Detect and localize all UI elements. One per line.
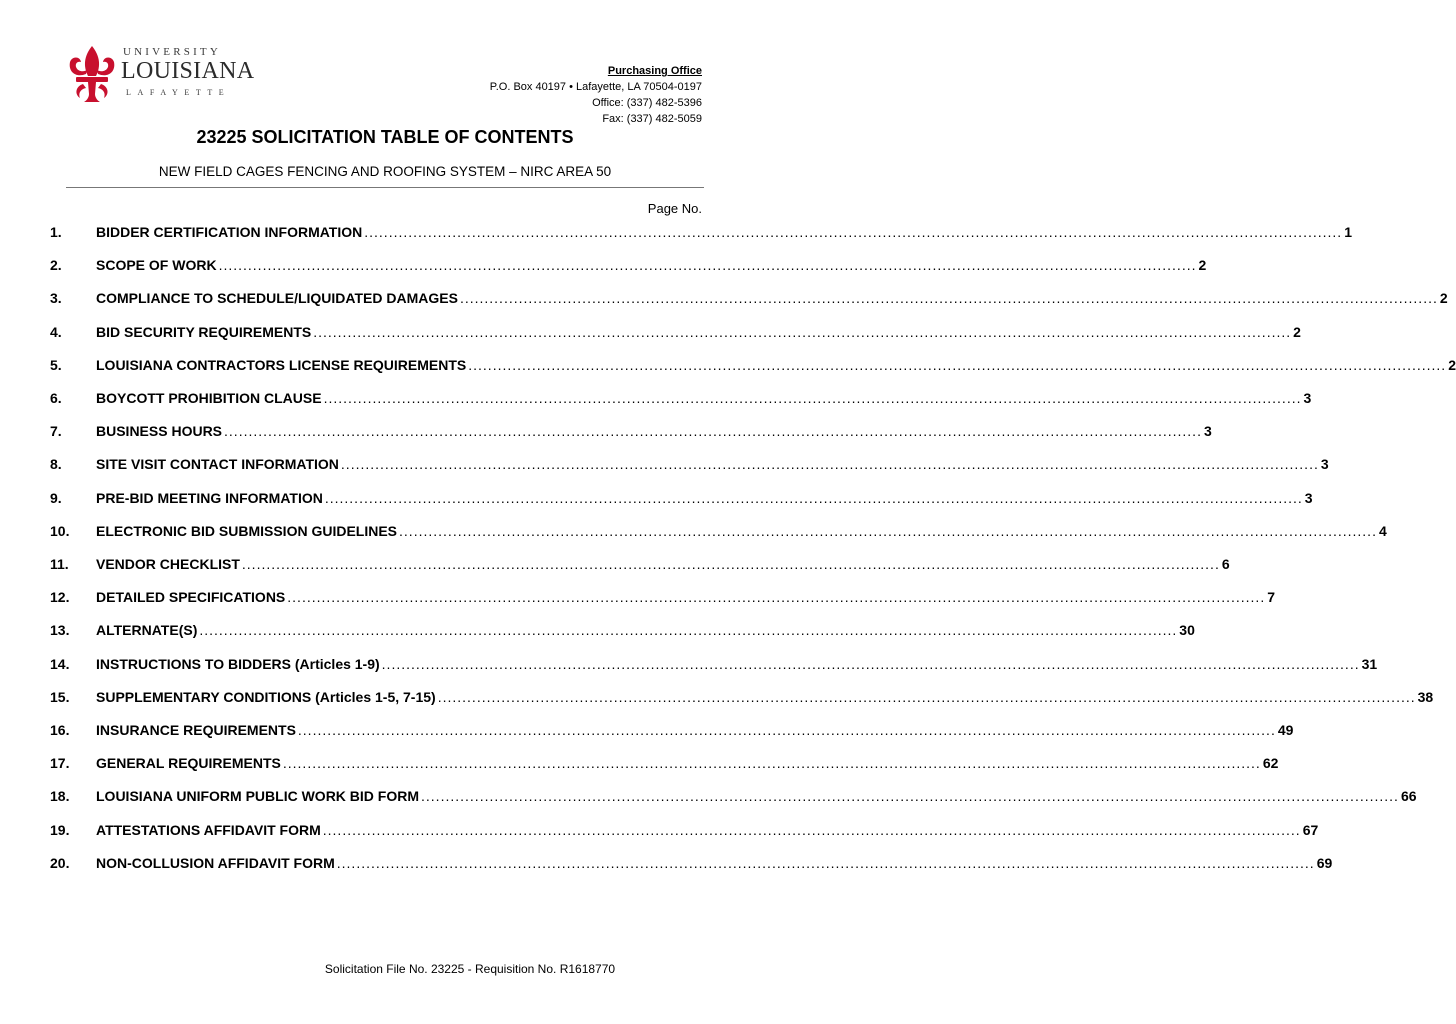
toc-leader-dots: ........................................................................................................................................................................................................ (241, 556, 1220, 572)
toc-entry-number: 13. (50, 622, 70, 639)
toc-entry-line (96, 353, 1456, 377)
toc-entry (0, 685, 1434, 709)
toc-entry (0, 851, 1333, 875)
toc-leader-dots: ........................................................................................................................................................................................................ (287, 589, 1266, 606)
toc-entry-page: 30 (1179, 622, 1195, 639)
toc-leader-dots: ........................................................................................................................................................................................................ (381, 655, 1360, 672)
toc-entry (0, 784, 1417, 808)
toc-entry-number: 19. (50, 821, 70, 838)
page-number-heading: Page No. (647, 201, 702, 216)
toc-entry-number: 16. (50, 722, 70, 738)
toc-entry (0, 818, 1319, 842)
toc-entry-number: 11. (50, 556, 69, 572)
toc-entry-page: 69 (1316, 854, 1333, 871)
toc-entry-page: 67 (1302, 821, 1319, 838)
toc-entry-title: BID SECURITY REQUIREMENTS (96, 323, 312, 340)
toc-leader-dots: ........................................................................................................................................................................................................ (421, 788, 1399, 805)
toc-entry-number: 10. (50, 522, 70, 539)
toc-entry-title: LOUISIANA CONTRACTORS LICENSE REQUIREMENTS (96, 356, 467, 373)
toc-leader-dots: ........................................................................................................................................................................................................ (459, 290, 1438, 307)
toc-entry-line (96, 784, 1417, 808)
office-address-block (490, 63, 702, 127)
toc-entry-number: 9. (50, 489, 62, 506)
toc-leader-dots: ........................................................................................................................................................................................................ (218, 257, 1197, 274)
toc-entry-line (96, 552, 1230, 576)
toc-entry-title: ELECTRONIC BID SUBMISSION GUIDELINES (96, 522, 398, 539)
toc-entry-number: 20. (50, 854, 70, 871)
logo-university-text: UNIVERSITY (123, 46, 221, 58)
toc-entry-page: 1 (1344, 224, 1352, 240)
toc-leader-dots: ........................................................................................................................................................................................................ (437, 688, 1416, 705)
toc-entry-line (96, 618, 1195, 642)
toc-entry (0, 353, 1456, 377)
office-phone-line: Office: (337) 482-5396 (592, 97, 702, 109)
toc-entry-line (96, 751, 1279, 775)
toc-entry-page: 3 (1203, 423, 1212, 440)
toc-entry (0, 419, 1212, 443)
toc-entry (0, 286, 1448, 310)
toc-entry-number: 4. (50, 323, 62, 340)
toc-entry-title: SUPPLEMENTARY CONDITIONS (Articles 1-5, 7-15) (96, 688, 436, 705)
toc-entry-title: PRE-BID MEETING INFORMATION (96, 489, 323, 506)
toc-entry-number: 1. (50, 224, 62, 240)
toc-entry-number: 8. (50, 456, 62, 473)
toc-entry-number: 7. (50, 423, 62, 440)
toc-entry (0, 452, 1329, 476)
toc-entry-line (96, 386, 1312, 410)
toc-entry (0, 320, 1301, 344)
toc-leader-dots: ........................................................................................................................................................................................................ (340, 456, 1319, 473)
university-logo (66, 44, 255, 106)
toc-entry (0, 386, 1312, 410)
toc-entry-title: BIDDER CERTIFICATION INFORMATION (96, 224, 363, 240)
toc-entry-line (96, 685, 1434, 709)
toc-leader-dots: ........................................................................................................................................................................................................ (297, 722, 1276, 738)
toc-entry-line (96, 718, 1294, 742)
toc-entry-page: 4 (1378, 522, 1387, 539)
toc-entry-title: SCOPE OF WORK (96, 257, 217, 274)
fleur-de-lis-icon (66, 44, 118, 106)
toc-entry-title: BUSINESS HOURS (96, 423, 223, 440)
toc-entry-line (96, 585, 1276, 609)
toc-entry-title: INSURANCE REQUIREMENTS (96, 722, 296, 738)
toc-entry-page: 31 (1361, 655, 1378, 672)
toc-entry-page: 6 (1221, 556, 1230, 572)
toc-entry-line (96, 652, 1378, 676)
toc-entry-line (96, 320, 1301, 344)
purchasing-office-label: Purchasing Office (607, 65, 702, 77)
toc-entry-number: 6. (50, 390, 62, 406)
toc-entry-number: 2. (50, 257, 62, 274)
toc-entry-number: 14. (50, 655, 70, 672)
footer-file-reference: Solicitation File No. 23225 - Requisition No. R1618770 (324, 962, 616, 976)
toc-entry-title: SITE VISIT CONTACT INFORMATION (96, 456, 339, 473)
toc-entry (0, 652, 1378, 676)
toc-entry (0, 220, 1352, 244)
toc-leader-dots: ........................................................................................................................................................................................................ (324, 489, 1303, 506)
toc-entry-number: 12. (50, 589, 70, 606)
toc-entry-number: 5. (50, 356, 62, 373)
toc-entry-number: 17. (50, 755, 70, 772)
toc-entry-line (96, 220, 1352, 244)
toc-leader-dots: ........................................................................................................................................................................................................ (468, 356, 1447, 373)
toc-leader-dots: ........................................................................................................................................................................................................ (322, 821, 1301, 838)
toc-entry-title: ATTESTATIONS AFFIDAVIT FORM (96, 821, 321, 838)
toc-entry-page: 2 (1439, 290, 1448, 307)
toc-leader-dots: ........................................................................................................................................................................................................ (399, 522, 1377, 539)
toc-entry-title: INSTRUCTIONS TO BIDDERS (Articles 1-9) (96, 655, 380, 672)
fax-line: Fax: (337) 482-5059 (602, 113, 702, 125)
toc-entry-title: ALTERNATE(S) (96, 622, 198, 639)
toc-entry-page: 62 (1262, 755, 1279, 772)
toc-entry-title: DETAILED SPECIFICATIONS (96, 589, 286, 606)
document-subtitle: NEW FIELD CAGES FENCING AND ROOFING SYSTEM – NIRC AREA 50 (158, 164, 612, 179)
toc-entry-line (96, 286, 1448, 310)
toc-entry-page: 3 (1304, 489, 1313, 506)
toc-entry-line (96, 519, 1387, 543)
toc-entry-title: GENERAL REQUIREMENTS (96, 755, 281, 772)
document-title: 23225 SOLICITATION TABLE OF CONTENTS (196, 127, 574, 147)
toc-entry (0, 519, 1387, 543)
toc-entry-line (96, 818, 1319, 842)
toc-entry (0, 751, 1279, 775)
toc-leader-dots: ........................................................................................................................................................................................................ (364, 224, 1343, 240)
toc-entry-line (96, 253, 1207, 277)
toc-leader-dots: ........................................................................................................................................................................................................ (282, 755, 1261, 772)
toc-leader-dots: ........................................................................................................................................................................................................ (224, 423, 1202, 440)
toc-leader-dots: ........................................................................................................................................................................................................ (323, 390, 1302, 406)
toc-entry-page: 66 (1400, 788, 1417, 805)
toc-entry-page: 49 (1277, 722, 1294, 738)
toc-entry-line (96, 452, 1329, 476)
toc-entry-page: 2 (1293, 323, 1301, 340)
toc-leader-dots: ........................................................................................................................................................................................................ (313, 323, 1292, 340)
toc-entry (0, 718, 1294, 742)
toc-entry-page: 3 (1320, 456, 1329, 473)
toc-entry-page: 7 (1267, 589, 1276, 606)
toc-entry-title: VENDOR CHECKLIST (96, 556, 240, 572)
toc-entry-page: 38 (1417, 688, 1434, 705)
logo-lafayette-text: LAFAYETTE (126, 88, 231, 97)
po-box-line: P.O. Box 40197 • Lafayette, LA 70504-0197 (489, 81, 702, 93)
toc-leader-dots: ........................................................................................................................................................................................................ (199, 622, 1178, 639)
toc-entry-number: 15. (50, 688, 70, 705)
title-divider (66, 187, 704, 188)
toc-entry-line (96, 419, 1212, 443)
toc-entry-title: BOYCOTT PROHIBITION CLAUSE (96, 390, 322, 406)
toc-entry (0, 552, 1230, 576)
toc-entry-page: 2 (1198, 257, 1207, 274)
toc-entry-line (96, 486, 1313, 510)
toc-entry (0, 618, 1195, 642)
toc-entry-line (96, 851, 1333, 875)
toc-leader-dots: ........................................................................................................................................................................................................ (336, 854, 1315, 871)
toc-entry (0, 585, 1276, 609)
toc-entry-title: NON-COLLUSION AFFIDAVIT FORM (96, 854, 335, 871)
toc-entry (0, 253, 1207, 277)
toc-entry-page: 3 (1303, 390, 1312, 406)
toc-entry-title: LOUISIANA UNIFORM PUBLIC WORK BID FORM (96, 788, 420, 805)
toc-entry-title: COMPLIANCE TO SCHEDULE/LIQUIDATED DAMAGES (96, 290, 458, 307)
toc-entry-number: 3. (50, 290, 62, 307)
toc-entry-number: 18. (50, 788, 70, 805)
logo-louisiana-text: LOUISIANA (121, 58, 255, 84)
toc-entry-page: 2 (1448, 356, 1456, 373)
toc-entry (0, 486, 1313, 510)
